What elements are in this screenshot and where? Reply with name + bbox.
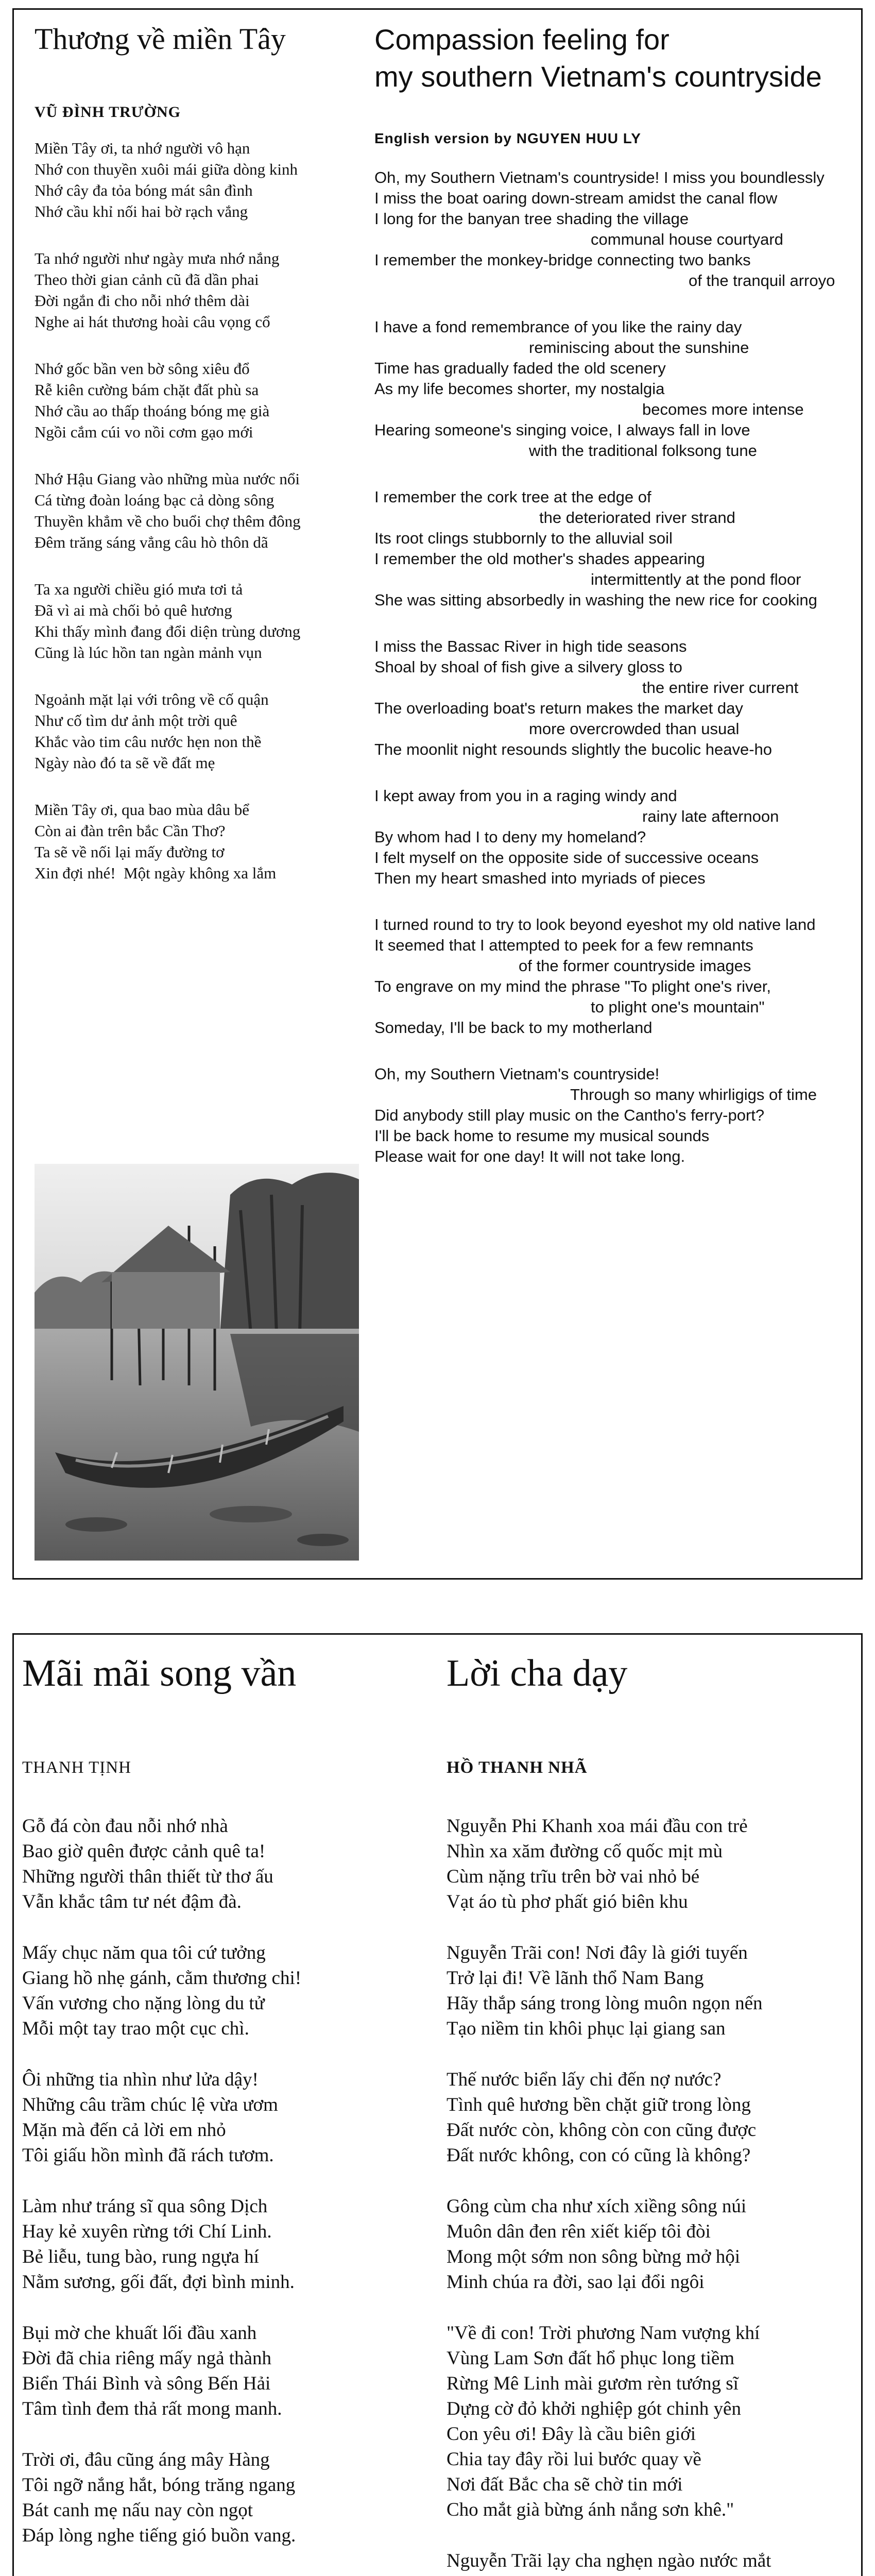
poem-line: Những người thân thiết từ thơ ấu bbox=[22, 1866, 273, 1887]
poem-panel-top bbox=[12, 8, 863, 1580]
poem-line: Shoal by shoal of fish give a silvery gloss to bbox=[374, 658, 682, 676]
poem-line: I remember the cork tree at the edge of bbox=[374, 488, 651, 506]
poem-line: Did anybody still play music on the Cantho's ferry-port? bbox=[374, 1106, 765, 1124]
poem-body bbox=[22, 1814, 434, 2576]
poem-line: Someday, I'll be back to my motherland bbox=[374, 1019, 653, 1037]
poem-line: I'll be back home to resume my musical sounds bbox=[374, 1127, 710, 1145]
poem-line: The overloading boat's return makes the market day bbox=[374, 699, 743, 717]
poem-line: Đời đã chia riêng mấy ngả thành bbox=[22, 2348, 271, 2369]
stanza bbox=[447, 2067, 859, 2168]
poem-line: Nhớ con thuyền xuôi mái giữa dòng kinh bbox=[35, 160, 298, 178]
poem-panel-bottom bbox=[12, 1633, 863, 2576]
poem-line: Tạo niềm tin khôi phục lại giang san bbox=[447, 2018, 726, 2039]
poem-line: Nhớ gốc bần ven bờ sông xiêu đổ bbox=[35, 360, 250, 378]
poem-line: Through so many whirligigs of time bbox=[570, 1086, 817, 1104]
poem-line: Nghe ai hát thương hoài câu vọng cổ bbox=[35, 313, 270, 331]
poem-title: Lời cha dạy bbox=[447, 1652, 628, 1694]
poem-line: Ta xa người chiều gió mưa tơi tả bbox=[35, 580, 243, 598]
poem-line: Gỗ đá còn đau nỗi nhớ nhà bbox=[22, 1816, 228, 1837]
poem-line: By whom had I to deny my homeland? bbox=[374, 828, 646, 846]
poem-line: Còn ai đàn trên bắc Cần Thơ? bbox=[35, 822, 226, 840]
poem-line: Tôi ngỡ nắng hắt, bóng trăng ngang bbox=[22, 2475, 296, 2496]
poem-line: Làm như tráng sĩ qua sông Dịch bbox=[22, 2196, 268, 2217]
poem-column-vietnamese bbox=[35, 21, 364, 909]
stanza bbox=[35, 138, 364, 222]
poem-line: Hãy thắp sáng trong lòng muôn ngọn nến bbox=[447, 1993, 763, 2014]
poem-author: VŨ ĐÌNH TRƯỜNG bbox=[35, 104, 181, 121]
stanza bbox=[35, 579, 364, 663]
poem-line: Đêm trăng sáng vẳng câu hò thôn dã bbox=[35, 533, 268, 551]
poem-line: Cùm nặng trĩu trên bờ vai nhỏ bé bbox=[447, 1866, 700, 1887]
stanza bbox=[374, 914, 859, 1038]
poem-line: Mặn mà đến cả lời em nhỏ bbox=[22, 2120, 226, 2141]
stanza bbox=[22, 2574, 434, 2576]
poem-line: Bẻ liễu, tung bào, rung ngựa hí bbox=[22, 2246, 259, 2267]
poem-line: Nhớ Hậu Giang vào những mùa nước nổi bbox=[35, 470, 300, 488]
stanza bbox=[374, 1064, 859, 1167]
poem-line: Đã vì ai mà chối bỏ quê hương bbox=[35, 601, 232, 619]
poem-line: She was sitting absorbedly in washing the new rice for cooking bbox=[374, 591, 817, 609]
poem-line: Trở lại đi! Về lãnh thổ Nam Bang bbox=[447, 1968, 704, 1989]
poem-line: Rừng Mê Linh mài gươm rèn tướng sĩ bbox=[447, 2373, 739, 2394]
poem-body bbox=[35, 138, 364, 884]
stanza bbox=[22, 2194, 434, 2295]
stanza bbox=[447, 2194, 859, 2295]
poem-line: The moonlit night resounds slightly the bucolic heave-ho bbox=[374, 740, 773, 758]
poem-line: Time has gradually faded the old scenery bbox=[374, 359, 666, 377]
poem-column-english bbox=[374, 21, 859, 1193]
poem-line: Bát canh mẹ nấu nay còn ngọt bbox=[22, 2500, 253, 2521]
poem-line: Miền Tây ơi, ta nhớ người vô hạn bbox=[35, 139, 250, 157]
poem-line: Chia tay đây rồi lui bước quay về bbox=[447, 2449, 701, 2470]
poem-line: I miss the boat oaring down-stream amidst the canal flow bbox=[374, 189, 778, 207]
poem-title-line2: my southern Vietnam's countryside bbox=[374, 60, 822, 93]
poem-line: Khi thấy mình đang đổi diện trùng dương bbox=[35, 622, 301, 640]
poem-line: Nguyễn Trãi con! Nơi đây là giới tuyến bbox=[447, 1942, 748, 1963]
poem-line: Nhớ cây đa tỏa bóng mát sân đình bbox=[35, 181, 253, 199]
poem-line: Trời ơi, đâu cũng áng mây Hàng bbox=[22, 2449, 270, 2470]
poem-line: rainy late afternoon bbox=[642, 807, 779, 825]
poem-line: I have a fond remembrance of you like the rainy day bbox=[374, 318, 742, 336]
stanza bbox=[22, 1940, 434, 2041]
poem-line: I remember the monkey-bridge connecting two banks bbox=[374, 251, 751, 269]
poem-line: Tâm tình đem thả rất mong manh. bbox=[22, 2398, 282, 2419]
poem-line: with the traditional folksong tune bbox=[529, 442, 757, 460]
poem-line: "Về đi con! Trời phương Nam vượng khí bbox=[447, 2323, 760, 2344]
poem-line: Nguyễn Trãi lạy cha nghẹn ngào nước mắt bbox=[447, 2550, 771, 2571]
poem-line: Its root clings stubbornly to the alluvial soil bbox=[374, 529, 673, 547]
poem-column-left bbox=[22, 1650, 434, 2576]
poem-line: Ôi những tia nhìn như lửa dậy! bbox=[22, 2069, 259, 2090]
translator-credit: English version by NGUYEN HUU LY bbox=[374, 130, 641, 146]
stanza bbox=[447, 2320, 859, 2522]
poem-line: Oh, my Southern Vietnam's countryside! bbox=[374, 1065, 660, 1083]
poem-line: Miền Tây ơi, qua bao mùa dâu bể bbox=[35, 801, 249, 819]
poem-line: the entire river current bbox=[642, 679, 799, 697]
poem-line: Vạt áo tù phơ phất gió biên khu bbox=[447, 1891, 688, 1912]
poem-line: I felt myself on the opposite side of successive oceans bbox=[374, 849, 759, 867]
stanza bbox=[35, 358, 364, 443]
poem-line bbox=[22, 2574, 434, 2576]
stanza bbox=[447, 2548, 859, 2576]
poem-line: reminiscing about the sunshine bbox=[529, 338, 749, 357]
stanza bbox=[447, 1814, 859, 1914]
poem-line: Nguyễn Phi Khanh xoa mái đầu con trẻ bbox=[447, 1816, 748, 1837]
poem-title: Thương về miền Tây bbox=[35, 22, 286, 56]
stanza bbox=[374, 636, 859, 760]
poem-line: Dựng cờ đỏ khởi nghiệp gót chinh yên bbox=[447, 2398, 741, 2419]
poem-line: Bụi mờ che khuất lối đầu xanh bbox=[22, 2323, 257, 2344]
poem-author: HỒ THANH NHÃ bbox=[447, 1758, 588, 1777]
poem-title-line1: Compassion feeling for bbox=[374, 23, 670, 56]
poem-line: I long for the banyan tree shading the village bbox=[374, 210, 689, 228]
poem-author: THANH TỊNH bbox=[22, 1758, 131, 1777]
poem-line: Vùng Lam Sơn đất hổ phục long tiềm bbox=[447, 2348, 735, 2369]
poem-title: Mãi mãi song vần bbox=[22, 1652, 297, 1694]
poem-line: Thuyền khẳm về cho buổi chợ thêm đông bbox=[35, 512, 301, 530]
stanza bbox=[22, 2320, 434, 2421]
poem-line: Ngồi cắm cúi vo nồi cơm gạo mới bbox=[35, 423, 253, 441]
poem-line: Please wait for one day! It will not take long. bbox=[374, 1147, 685, 1165]
poem-line: Mỗi một tay trao một cục chì. bbox=[22, 2018, 249, 2039]
poem-line: of the tranquil arroyo bbox=[689, 272, 835, 290]
poem-line: Biển Thái Bình và sông Bến Hải bbox=[22, 2373, 271, 2394]
poem-column-right bbox=[447, 1650, 859, 2576]
poem-line: becomes more intense bbox=[642, 400, 804, 418]
poem-line: Khắc vào tim câu nước hẹn non thề bbox=[35, 733, 262, 751]
poem-line: Như cố tìm dư ảnh một trời quê bbox=[35, 711, 237, 730]
poem-line: I remember the old mother's shades appearing bbox=[374, 550, 705, 568]
poem-line: Ta sẽ về nối lại mấy đường tơ bbox=[35, 843, 225, 861]
stanza bbox=[35, 689, 364, 773]
poem-line: Theo thời gian cảnh cũ đã dần phai bbox=[35, 270, 259, 289]
poem-line: of the former countryside images bbox=[519, 957, 751, 975]
poem-line: Then my heart smashed into myriads of pieces bbox=[374, 869, 706, 887]
poem-line: Cho mắt già bừng ánh nắng sơn khê." bbox=[447, 2499, 734, 2520]
stanza bbox=[374, 317, 859, 461]
poem-line: Nhớ cầu khỉ nối hai bờ rạch vắng bbox=[35, 202, 248, 221]
poem-line: to plight one's mountain" bbox=[591, 998, 765, 1016]
poem-line: the deteriorated river strand bbox=[539, 509, 735, 527]
poem-line: Đời ngắn đi cho nỗi nhớ thêm dài bbox=[35, 292, 250, 310]
poem-line: Ngoảnh mặt lại với trông về cố quận bbox=[35, 690, 269, 708]
poem-line: Vấn vương cho nặng lòng du tử bbox=[22, 1993, 265, 2014]
poem-line: To engrave on my mind the phrase "To plight one's river, bbox=[374, 977, 771, 995]
poem-line: Mấy chục năm qua tôi cứ tưởng bbox=[22, 1942, 266, 1963]
poem-line: more overcrowded than usual bbox=[529, 720, 740, 738]
poem-line: Minh chúa ra đời, sao lại đổi ngôi bbox=[447, 2272, 705, 2293]
stanza bbox=[22, 2067, 434, 2168]
poem-line bbox=[447, 2573, 859, 2576]
poem-line: It seemed that I attempted to peek for a few remnants bbox=[374, 936, 753, 954]
poem-line: Nơi đất Bắc cha sẽ chờ tin mới bbox=[447, 2474, 683, 2495]
poem-line: Rễ kiên cường bám chặt đất phù sa bbox=[35, 381, 259, 399]
poem-line: Tình quê hương bền chặt giữ trong lòng bbox=[447, 2094, 751, 2115]
stanza bbox=[22, 1814, 434, 1914]
poem-line: Mong một sớm non sông bừng mở hội bbox=[447, 2246, 741, 2267]
poem-line: Tôi giấu hồn mình đã rách tươm. bbox=[22, 2145, 274, 2166]
poem-line: Ngày nào đó ta sẽ về đất mẹ bbox=[35, 754, 215, 772]
poem-line: Muôn dân đen rên xiết kiếp tôi đòi bbox=[447, 2221, 711, 2242]
poem-line: intermittently at the pond floor bbox=[591, 570, 801, 588]
poem-line: Nhìn xa xăm đường cố quốc mịt mù bbox=[447, 1841, 723, 1862]
poem-line: Vẫn khắc tâm tư nét đậm đà. bbox=[22, 1891, 242, 1912]
poem-line: Bao giờ quên được cảnh quê ta! bbox=[22, 1841, 266, 1862]
poem-line: communal house courtyard bbox=[591, 230, 783, 248]
poem-line: Đất nước còn, không còn con cũng được bbox=[447, 2120, 757, 2141]
poem-line: Hearing someone's singing voice, I always fall in love bbox=[374, 421, 750, 439]
stanza bbox=[35, 468, 364, 553]
poem-line: I kept away from you in a raging windy and bbox=[374, 787, 677, 805]
poem-line: Đất nước không, con có cũng là không? bbox=[447, 2145, 751, 2166]
poem-line: Đáp lòng nghe tiếng gió buồn vang. bbox=[22, 2525, 296, 2546]
poem-body bbox=[447, 1814, 859, 2576]
stanza bbox=[374, 786, 859, 889]
poem-line: I miss the Bassac River in high tide seasons bbox=[374, 637, 687, 655]
poem-body bbox=[374, 167, 859, 1167]
poem-line: Ta nhớ người như ngày mưa nhớ nắng bbox=[35, 249, 280, 267]
poem-line: Gông cùm cha như xích xiềng sông núi bbox=[447, 2196, 747, 2217]
poem-line: Những câu trầm chúc lệ vừa ươm bbox=[22, 2094, 278, 2115]
poem-line: As my life becomes shorter, my nostalgia bbox=[374, 380, 665, 398]
poem-line: Nằm sương, gối đất, đợi bình minh. bbox=[22, 2272, 295, 2293]
poem-line: Hay kẻ xuyên rừng tới Chí Linh. bbox=[22, 2221, 272, 2242]
poem-line: Con yêu ơi! Đây là cầu biên giới bbox=[447, 2424, 696, 2445]
stanza bbox=[447, 1940, 859, 2041]
poem-line: Thế nước biển lấy chi đến nợ nước? bbox=[447, 2069, 722, 2090]
poem-line: Cũng là lúc hồn tan ngàn mảnh vụn bbox=[35, 643, 262, 662]
poem-line: Nhớ cầu ao thấp thoáng bóng mẹ già bbox=[35, 402, 270, 420]
poem-line: Giang hồ nhẹ gánh, cằm thương chi! bbox=[22, 1968, 302, 1989]
poem-line: Cá từng đoàn loáng bạc cả dòng sông bbox=[35, 491, 274, 509]
stanza bbox=[374, 167, 859, 291]
poem-line: I turned round to try to look beyond eyeshot my old native land bbox=[374, 916, 816, 934]
stanza bbox=[22, 2447, 434, 2548]
poem-line: Xin đợi nhé! Một ngày không xa lắm bbox=[35, 864, 277, 882]
stanza bbox=[35, 799, 364, 884]
stanza bbox=[374, 487, 859, 611]
boat-river-photo bbox=[35, 1164, 359, 1561]
poem-line: Oh, my Southern Vietnam's countryside! I miss you boundlessly bbox=[374, 168, 825, 187]
stanza bbox=[35, 248, 364, 332]
